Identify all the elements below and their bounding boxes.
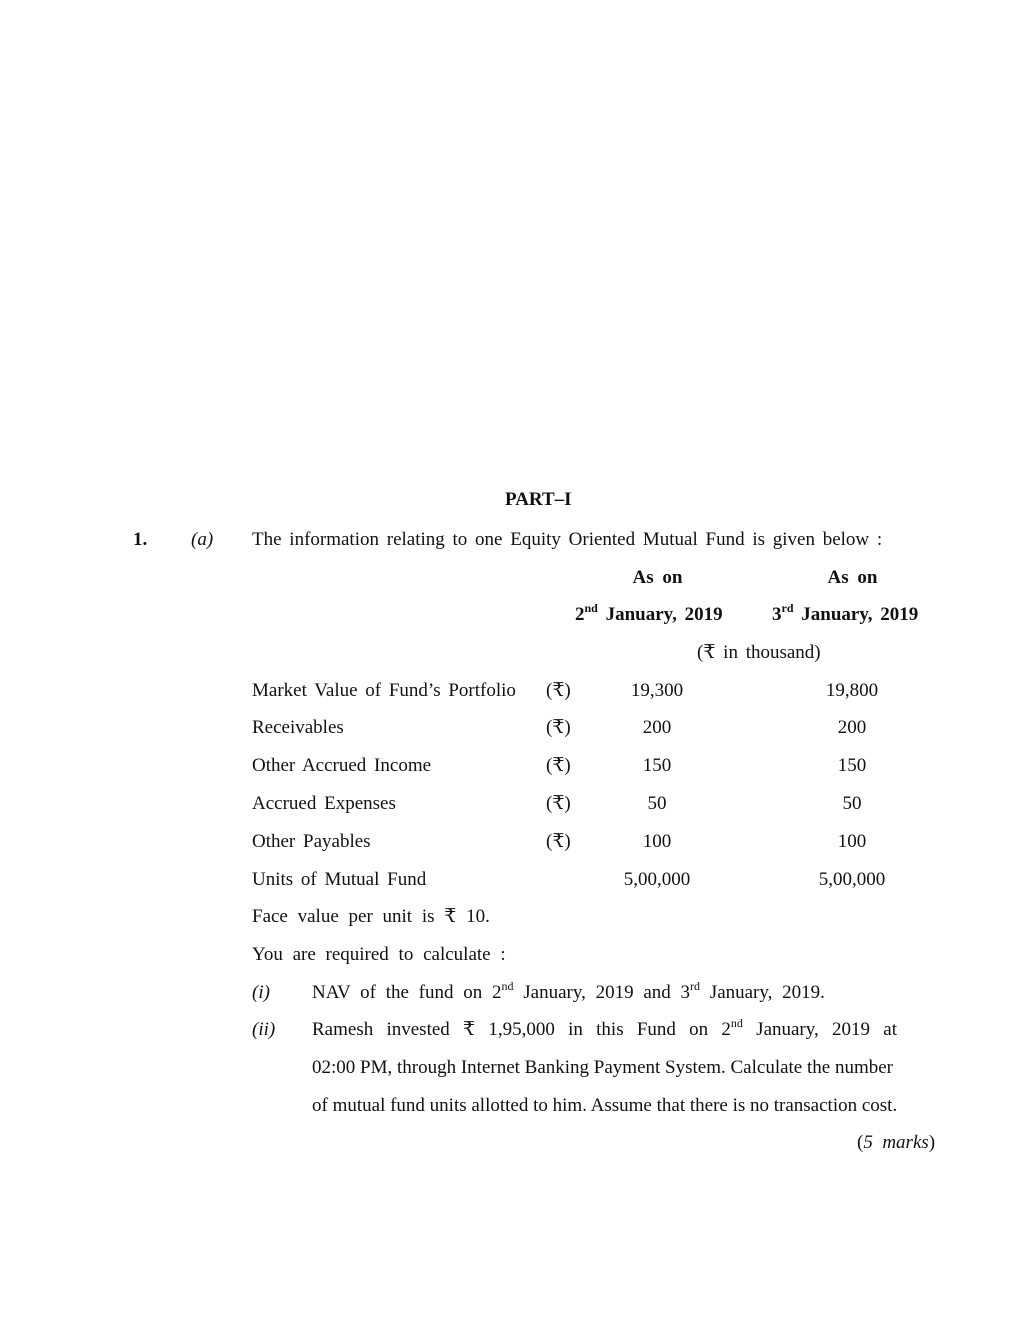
row-value-col1: 19,300 <box>630 680 684 701</box>
required-text: You are required to calculate : <box>252 944 506 965</box>
unit-note: (₹ in thousand) <box>697 642 821 663</box>
face-value-text: Face value per unit is ₹ 10. <box>252 906 490 927</box>
row-unit: (₹) <box>546 680 571 701</box>
part-title: PART–I <box>505 489 572 510</box>
col1-as-on: As on <box>632 567 683 588</box>
row-unit: (₹) <box>546 755 571 776</box>
row-label: Market Value of Fund’s Portfolio <box>252 680 516 701</box>
row-label: Other Accrued Income <box>252 755 432 776</box>
item-text-line1: Ramesh invested ₹ 1,95,000 in this Fund on 2nd January, 2019 at <box>312 1016 897 1040</box>
row-label: Other Payables <box>252 831 371 852</box>
row-label: Receivables <box>252 717 344 738</box>
item-label: (ii) <box>252 1019 276 1040</box>
row-value-col1: 5,00,000 <box>623 869 691 890</box>
question-intro: The information relating to one Equity Oriented Mutual Fund is given below : <box>252 529 883 550</box>
row-value-col2: 50 <box>842 793 862 814</box>
question-number: 1. <box>133 529 148 550</box>
row-value-col1: 200 <box>642 717 672 738</box>
row-unit: (₹) <box>546 793 571 814</box>
row-unit: (₹) <box>546 831 571 852</box>
col1-date: 2nd January, 2019 <box>575 601 723 625</box>
col2-date: 3rd January, 2019 <box>772 601 919 625</box>
row-value-col1: 50 <box>647 793 667 814</box>
question-sub-label: (a) <box>191 529 214 550</box>
col2-as-on: As on <box>827 567 878 588</box>
marks-label: (5 marks) <box>857 1132 936 1153</box>
row-value-col1: 100 <box>642 831 672 852</box>
row-value-col2: 200 <box>837 717 867 738</box>
row-unit: (₹) <box>546 717 571 738</box>
row-label: Accrued Expenses <box>252 793 396 814</box>
row-value-col2: 5,00,000 <box>818 869 886 890</box>
row-value-col2: 19,800 <box>825 680 879 701</box>
item-text-line3: of mutual fund units allotted to him. Assume that there is no transaction cost. <box>312 1095 898 1116</box>
item-text-line2: 02:00 PM, through Internet Banking Payment System. Calculate the number <box>312 1057 893 1078</box>
item-label: (i) <box>252 982 270 1003</box>
row-value-col1: 150 <box>642 755 672 776</box>
item-text: NAV of the fund on 2nd January, 2019 and 3rd January, 2019. <box>312 979 825 1003</box>
row-value-col2: 100 <box>837 831 867 852</box>
row-label: Units of Mutual Fund <box>252 869 427 890</box>
row-value-col2: 150 <box>837 755 867 776</box>
